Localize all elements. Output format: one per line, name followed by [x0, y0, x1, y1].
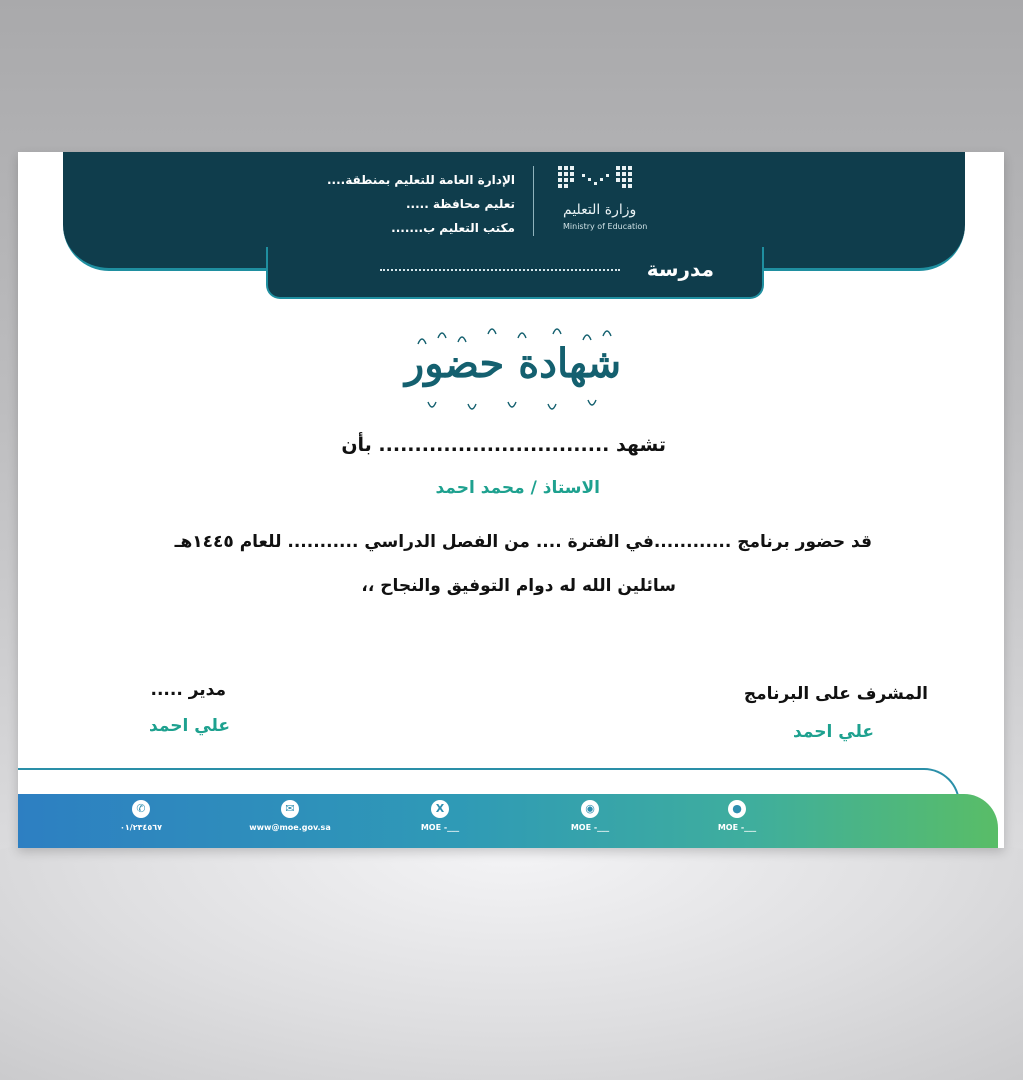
certificate-card — [18, 152, 1004, 848]
footer-label: MOE -___ — [717, 823, 757, 832]
manager-title: مدير ..... — [150, 680, 226, 700]
admin-line-office: مكتب التعليم ب....... — [391, 221, 515, 235]
testify-line: تشهد ................................ بأن — [341, 434, 666, 456]
footer-label: ٠١/٢٣٤٥٦٧ — [120, 823, 162, 832]
school-name-blank — [380, 269, 620, 271]
certificate-title: شهادة حضور — [404, 340, 622, 387]
ministry-name-english: Ministry of Education — [563, 222, 648, 231]
footer-item-snapchat[interactable] — [682, 800, 792, 832]
attendance-line: قد حضور برنامج ............في الفترة .... من الفصل الدراسي ........... للعام ١٤٤٥هـ — [174, 532, 872, 552]
footer-label: www@moe.gov.sa — [249, 823, 331, 832]
manager-name: علي احمد — [149, 716, 230, 736]
instagram-icon: ◉ — [581, 800, 599, 818]
footer-item-email[interactable] — [235, 800, 345, 832]
footer-item-phone[interactable] — [86, 800, 196, 832]
footer-label: MOE -___ — [570, 823, 610, 832]
school-name-tab — [266, 247, 764, 299]
footer-label: MOE -___ — [420, 823, 460, 832]
supervisor-name: علي احمد — [793, 722, 874, 742]
header-divider — [533, 166, 534, 236]
contact-footer — [18, 794, 998, 848]
snapchat-icon: ● — [728, 800, 746, 818]
school-label: مدرسة — [646, 257, 714, 281]
supervisor-title: المشرف على البرنامج — [743, 684, 928, 704]
teacher-name: الاستاذ / محمد احمد — [435, 478, 600, 498]
footer-item-x[interactable] — [385, 800, 495, 832]
admin-line-governorate: تعليم محافظة ..... — [405, 197, 515, 211]
wish-line: سائلين الله له دوام التوفيق والنجاح ،، — [361, 576, 676, 596]
ministry-name-arabic: وزارة التعليم — [563, 202, 637, 218]
admin-line-region: الإدارة العامة للتعليم بمنطقة.... — [326, 173, 515, 187]
phone-icon: ✆ — [132, 800, 150, 818]
x-icon: X — [431, 800, 449, 818]
email-icon: ✉ — [281, 800, 299, 818]
admin-lines — [327, 168, 515, 240]
display-pedestal — [0, 820, 1023, 1080]
footer-item-instagram[interactable] — [535, 800, 645, 832]
